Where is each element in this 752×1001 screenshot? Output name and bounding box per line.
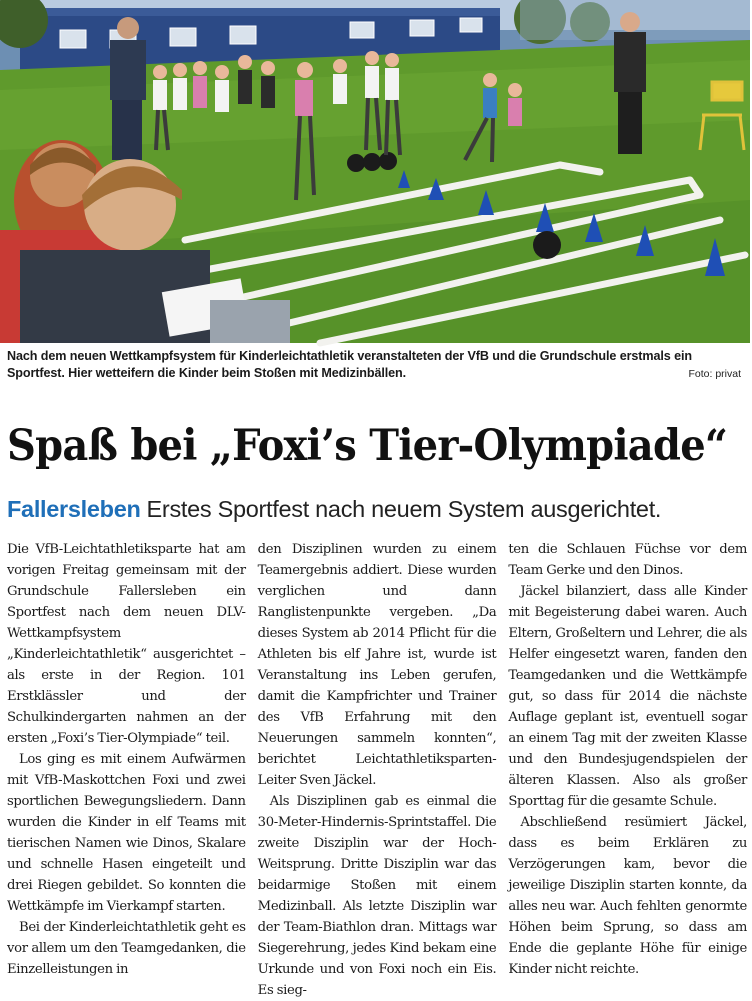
article-column-3 xyxy=(508,539,748,977)
photo-credit: Foto: privat xyxy=(688,368,741,380)
photo-kids-medicine-ball-icon xyxy=(0,0,750,343)
subheadline-text: Erstes Sportfest nach neuem System ausgerichtet. xyxy=(146,496,662,522)
paragraph: Jäckel bilanziert, dass alle Kinder mit Begeisterung dabei waren. Auch Eltern, Großeltern und Lehrer, die als Helfer eingesetzt waren, fanden den Teamgedanken und die Wettkämpfe gut, so dass für 2014 die nächste Auflage geplant ist, eventuell sogar an einem Tag mit der zweiten Klasse und den Bundesjugendspielen der älteren Klassen. Also als großer Sporttag für die gesamte Schule. xyxy=(508,584,748,809)
article-body xyxy=(7,539,748,998)
article-headline: Spaß bei „Foxi’s Tier-Olympiade“ xyxy=(7,421,728,471)
article-photo xyxy=(0,0,750,343)
photo-caption: Nach dem neuen Wettkampfsystem für Kinderleichtathletik veranstalteten der VfB und die Grundschule erstmals ein Sportfest. Hier wetteifern die Kinder beim Stoßen mit Medizinbällen. xyxy=(7,349,693,380)
paragraph: Los ging es mit einem Aufwärmen mit VfB-Maskottchen Foxi und zwei sportlichen Bewegungsliedern. Dann wurden die Kinder in elf Teams mit tierischen Namen wie Dinos, Skalare und schnelle Hasen eingeteilt und drei Riegen gebildet. So konnten die Wettkämpfe im Vierkampf starten. xyxy=(7,752,246,914)
article-column-2 xyxy=(257,539,497,998)
article-subheadline xyxy=(7,493,752,525)
paragraph: Bei der Kinderleichtathletik geht es vor allem um den Teamgedanken, die Einzelleistungen in xyxy=(7,920,246,977)
paragraph: Abschließend resümiert Jäckel, dass es beim Erklären zu Verzögerungen kam, bevor die jeweilige Disziplin starten konnte, da alles neu war. Auch fehlten genormte Höhen beim Sprung, so dass am Ende die geplante Höhe für einige Kinder nicht reichte. xyxy=(508,815,748,977)
paragraph: Als Disziplinen gab es einmal die 30-Meter-Hindernis-Sprintstaffel. Die zweite Disziplin war der Hoch-Weitsprung. Dritte Disziplin war das beidarmige Stoßen mit einem Medizinball. Als letzte Disziplin war der Team-Biathlon dran. Mittags war Siegerehrung, jedes Kind bekam eine Urkunde und von Foxi noch ein Eis. Es sieg- xyxy=(257,794,497,998)
paragraph: Die VfB-Leichtathletiksparte hat am vorigen Freitag gemeinsam mit der Grundschule Fallersleben ein Sportfest nach dem neuen DLV-Wettkampfsystem „Kinderleichtathletik“ ausgerichtet – als erste in der Region. 101 Erstklässler und der Schulkindergarten nahmen an der ersten „Foxi’s Tier-Olympiade“ teil. xyxy=(7,542,246,746)
dateline: Fallersleben xyxy=(7,496,141,522)
paragraph: den Disziplinen wurden zu einem Teamergebnis addiert. Diese wurden verglichen und dann Ranglistenpunkte vergeben. „Da dieses System ab 2014 Pflicht für die Athleten bis elf Jahre ist, wurde ist Veranstaltung ins Leben gerufen, damit die Kampfrichter und Trainer des VfB Erfahrung mit den Neuerungen sammeln konnten“, berichtet Leichtathletiksparten-Leiter Sven Jäckel. xyxy=(257,542,497,788)
paragraph: ten die Schlauen Füchse vor dem Team Gerke und den Dinos. xyxy=(508,542,748,578)
article-column-1 xyxy=(7,539,246,977)
